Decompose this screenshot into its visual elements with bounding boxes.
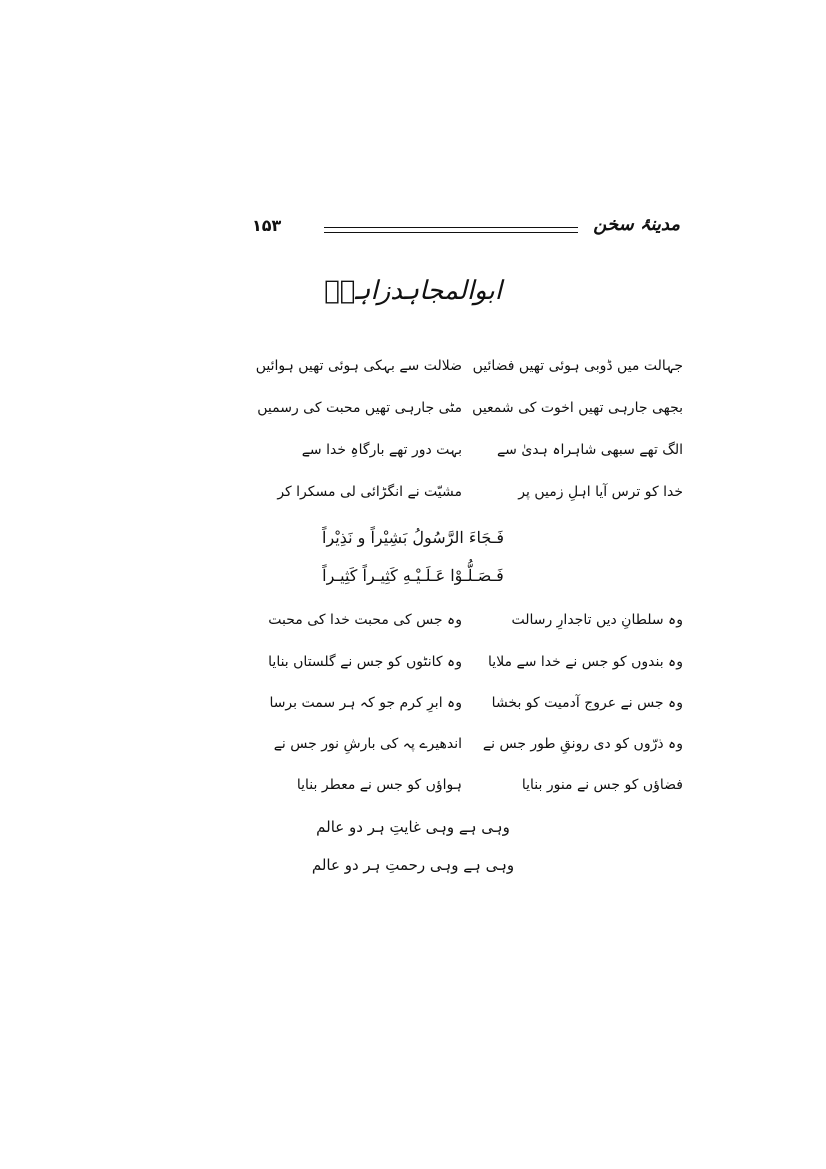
verse-line: مشیّت نے انگڑائی لی مسکرا کر	[277, 484, 462, 500]
verse-line: وہ ابرِ کرم جو کہ ہر سمت برسا	[269, 695, 462, 711]
verse-line: بہت دور تھے بارگاہِ خدا سے	[301, 442, 462, 458]
verse-line: خدا کو ترس آیا اہلِ زمیں پر	[518, 484, 683, 500]
refrain-line: فَـصَـلُّـوْا عَـلَـيْـهِ كَثِيـراً كَثِيـراً	[322, 566, 504, 585]
verse-line: بجھی جارہی تھیں اخوت کی شمعیں	[472, 400, 683, 416]
verse-line: جہالت میں ڈوبی ہوئی تھیں فضائیں	[472, 358, 683, 374]
verse-line: وہ جس کی محبت خدا کی محبت	[268, 612, 462, 628]
poet-name: ابوالمجاہدزاہدؔ	[324, 276, 502, 306]
verse-line: وہ جس نے عروج آدمیت کو بخشا	[491, 695, 683, 711]
verse-line: ضلالت سے بہکی ہوئی تھیں ہوائیں	[255, 358, 462, 374]
verse-line: وہ بندوں کو جس نے خدا سے ملایا	[488, 654, 683, 670]
page-number: ۱۵۳	[252, 216, 282, 235]
header-rule-top	[324, 227, 578, 228]
verse-line: اندھیرے پہ کی بارشِ نور جس نے	[273, 736, 462, 752]
verse-line: ہواؤں کو جس نے معطر بنایا	[296, 777, 462, 793]
verse-line: وہ ذرّوں کو دی رونقِ طور جس نے	[482, 736, 683, 752]
page-header	[240, 214, 680, 244]
closing-line: وہی ہے وہی رحمتِ ہر دو عالم	[311, 856, 515, 874]
book-title: مدینۂ سخن	[593, 214, 680, 235]
verse-line: وہ سلطانِ دیں تاجدارِ رسالت	[511, 612, 683, 628]
closing-line: وہی ہے وہی غایتِ ہر دو عالم	[316, 818, 510, 836]
verse-line: مٹی جارہی تھیں محبت کی رسمیں	[257, 400, 462, 416]
verse-line: الگ تھے سبھی شاہراہ ہدیٰ سے	[496, 442, 683, 458]
verse-line: فضاؤں کو جس نے منور بنایا	[521, 777, 683, 793]
refrain-line: فَـجَاءَ الرَّسُولُ بَشِيْراً و نَذِيْراً	[322, 528, 504, 547]
header-rule-bottom	[324, 232, 578, 233]
verse-line: وہ کانٹوں کو جس نے گلستاں بنایا	[268, 654, 462, 670]
